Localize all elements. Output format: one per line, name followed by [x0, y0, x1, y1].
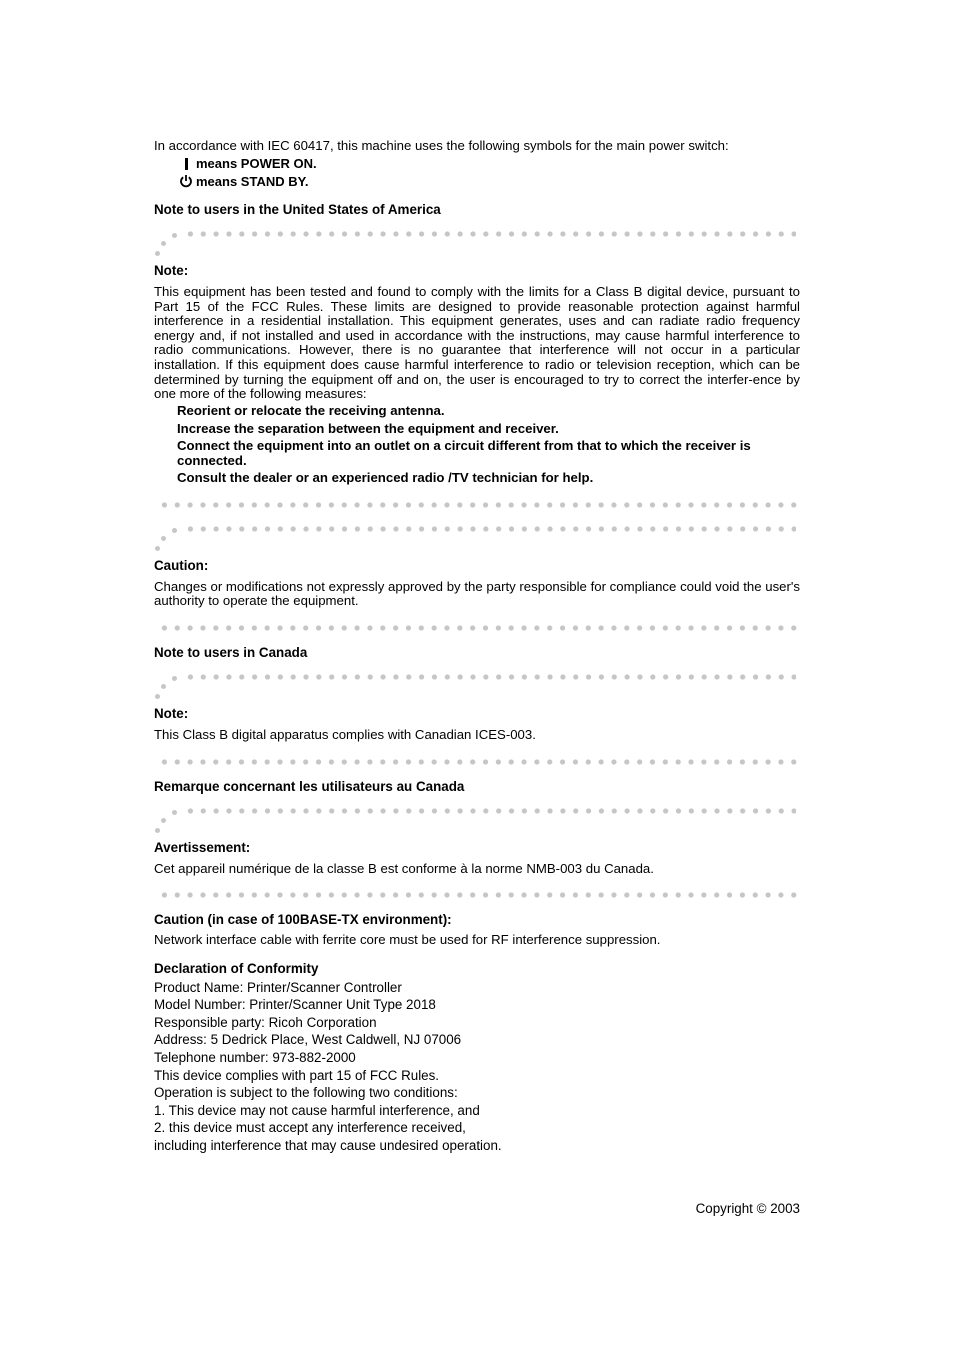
- canada-note-text: This Class B digital apparatus complies with Canadian ICES-003.: [154, 726, 536, 742]
- power-on-label: means POWER ON.: [196, 156, 317, 171]
- declaration-lines: [154, 979, 800, 1155]
- usa-caution-text: Changes or modifications not expressly approved by the party responsible for compliance could void the user's authority to operate the equipment.: [154, 578, 800, 609]
- usa-note-label: Note:: [154, 263, 189, 278]
- canada-note-frame-bottom: [158, 759, 798, 765]
- list-item: Reorient or relocate the receiving antenna.: [177, 403, 445, 419]
- canada-fr-note-frame-bottom: [158, 892, 798, 898]
- declaration-line: Responsible party: Ricoh Corporation: [154, 1014, 377, 1030]
- declaration-line: Telephone number: 973-882-2000: [154, 1050, 356, 1066]
- list-item: Connect the equipment into an outlet on a circuit different from that to which the receiver is connected.: [177, 437, 751, 468]
- canada-fr-note-frame-top: [154, 808, 800, 840]
- standby-power-icon: [176, 174, 196, 188]
- declaration-line: This device complies with part 15 of FCC Rules.: [154, 1067, 440, 1083]
- declaration-line: Address: 5 Dedrick Place, West Caldwell, NJ 07006: [154, 1032, 462, 1048]
- caution-100base-heading: Caution (in case of 100BASE-TX environment):: [154, 912, 452, 928]
- usa-note-text: This equipment has been tested and found to comply with the limits for a Class B digital device, pursuant to Part 15 of the FCC Rules. These limits are designed to provide reasonable protection against harmful interference in a residential installation. This equipment generates, uses and can radiate radio frequency energy and, if not installed and used in accordance with the instructions, may cause harmful interference to radio communications. However, there is no guarantee that interference will not occur in a particular installation. If this equipment does cause harmful interference to radio or television reception, which can be determined by turning the equipment off and on, the user is encouraged to try to correct the interfer-ence by one more of the following measures:: [154, 284, 800, 402]
- declaration-line: 1. This device may not cause harmful interference, and: [154, 1102, 480, 1118]
- list-item: Increase the separation between the equipment and receiver.: [177, 420, 559, 436]
- power-on-row: [176, 155, 800, 173]
- canada-fr-note-text: Cet appareil numérique de la classe B est conforme à la norme NMB-003 du Canada.: [154, 860, 654, 876]
- stand-by-row: [176, 173, 800, 191]
- declaration-line: Operation is subject to the following two conditions:: [154, 1085, 458, 1101]
- canada-note-label: Note:: [154, 705, 189, 721]
- declaration-line: Model Number: Printer/Scanner Unit Type 2018: [154, 997, 436, 1013]
- document-body: [154, 138, 800, 1155]
- canada-heading: Note to users in Canada: [154, 644, 308, 660]
- stand-by-label: means STAND BY.: [196, 173, 309, 189]
- intro-text: In accordance with IEC 60417, this machine uses the following symbols for the main power switch:: [154, 138, 729, 153]
- copyright: Copyright © 2003: [695, 1201, 800, 1216]
- note-frame-bottom: [158, 502, 798, 508]
- declaration-line: including interference that may cause undesired operation.: [154, 1138, 502, 1154]
- usa-measures-list: [154, 404, 800, 485]
- caution-frame-bottom: [158, 625, 798, 631]
- declaration-line: Product Name: Printer/Scanner Controller: [154, 979, 402, 995]
- list-item: Consult the dealer or an experienced radio /TV technician for help.: [177, 469, 594, 485]
- caution-frame-top: [154, 526, 800, 558]
- power-on-icon: [176, 158, 196, 170]
- canada-fr-note-label: Avertissement:: [154, 839, 251, 855]
- caution-100base-text: Network interface cable with ferrite core must be used for RF interference suppression.: [154, 932, 661, 948]
- canada-fr-heading: Remarque concernant les utilisateurs au Canada: [154, 778, 465, 794]
- declaration-line: 2. this device must accept any interference received,: [154, 1120, 466, 1136]
- declaration-heading: Declaration of Conformity: [154, 960, 319, 976]
- note-frame-top: [154, 231, 800, 263]
- usa-caution-label: Caution:: [154, 557, 209, 573]
- canada-note-frame-top: [154, 674, 800, 706]
- usa-heading: Note to users in the United States of America: [154, 202, 441, 217]
